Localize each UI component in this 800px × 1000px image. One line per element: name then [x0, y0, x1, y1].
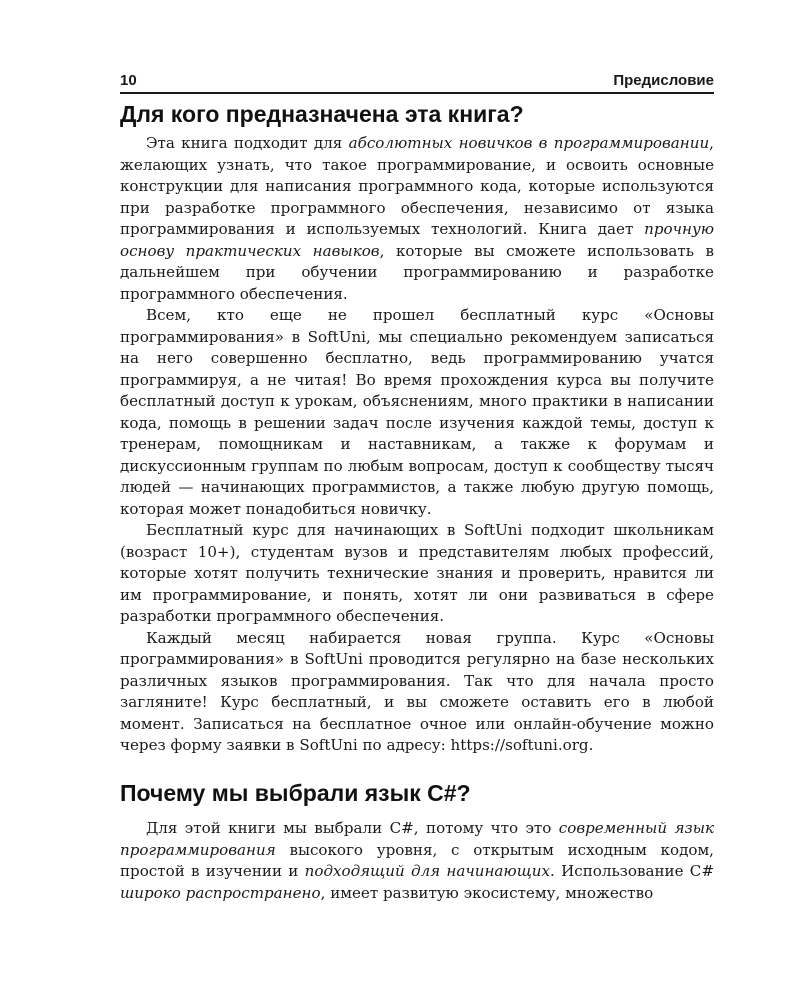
paragraph: Эта книга подходит для абсолютных новичков в программировании, желающих узнать, что такое программирование, и освоить основные конструкции для написания программного кода, которые используются при разработке программного обеспечения, независимо от языка программирования и используемых технологий. Книга дает прочную основу практических навыков, которые вы сможете использовать в дальнейшем при обучении программированию и разработке программного обеспечения.: [120, 134, 715, 303]
paragraph: Для этой книги мы выбрали C#, потому что это современный язык программирования высокого уровня, с открытым исходным кодом, простой в изучении и подходящий для начинающих. Использование C# широко распространено, имеет развитую экосистему, множество: [120, 819, 714, 902]
running-header: [120, 70, 714, 94]
page-number: 10: [120, 72, 137, 89]
section-heading-why-csharp: Почему мы выбрали язык C#?: [120, 780, 471, 806]
section-heading-audience: Для кого предназначена эта книга?: [120, 101, 524, 127]
section-body-why-csharp: [120, 818, 714, 904]
section-body-audience: [120, 133, 714, 757]
chapter-title: Предисловие: [613, 72, 714, 89]
paragraph: Бесплатный курс для начинающих в SoftUni подходит школьникам (возраст 10+), студентам вузов и представителям любых профессий, которые хотят получить технические знания и проверить, нравится ли им программирование, и понять, хотят ли они развиваться в сфере разработки программного обеспечения.: [120, 521, 714, 625]
paragraph: Всем, кто еще не прошел бесплатный курс «Основы программирования» в SoftUni, мы специально рекомендуем записаться на него совершенно бесплатно, ведь программированию учатся программируя, а не читая! Во время прохождения курса вы получите бесплатный доступ к урокам, объяснениям, много практики в написании кода, помощь в решении задач после изучения каждой темы, доступ к тренерам, помощникам и наставникам, а также к форумам и дискуссионным группам по любым вопросам, доступ к сообществу тысяч людей — начинающих программистов, а также любую другую помощь, которая может понадобиться новичку.: [120, 306, 714, 518]
paragraph: Каждый месяц набирается новая группа. Курс «Основы программирования» в SoftUni проводится регулярно на базе нескольких различных языков программирования. Так что для начала просто загляните! Курс бесплатный, и вы сможете оставить его в любой момент. Записаться на бесплатное очное или онлайн-обучение можно через форму заявки в SoftUni по адресу: https://softuni.org.: [120, 628, 714, 754]
